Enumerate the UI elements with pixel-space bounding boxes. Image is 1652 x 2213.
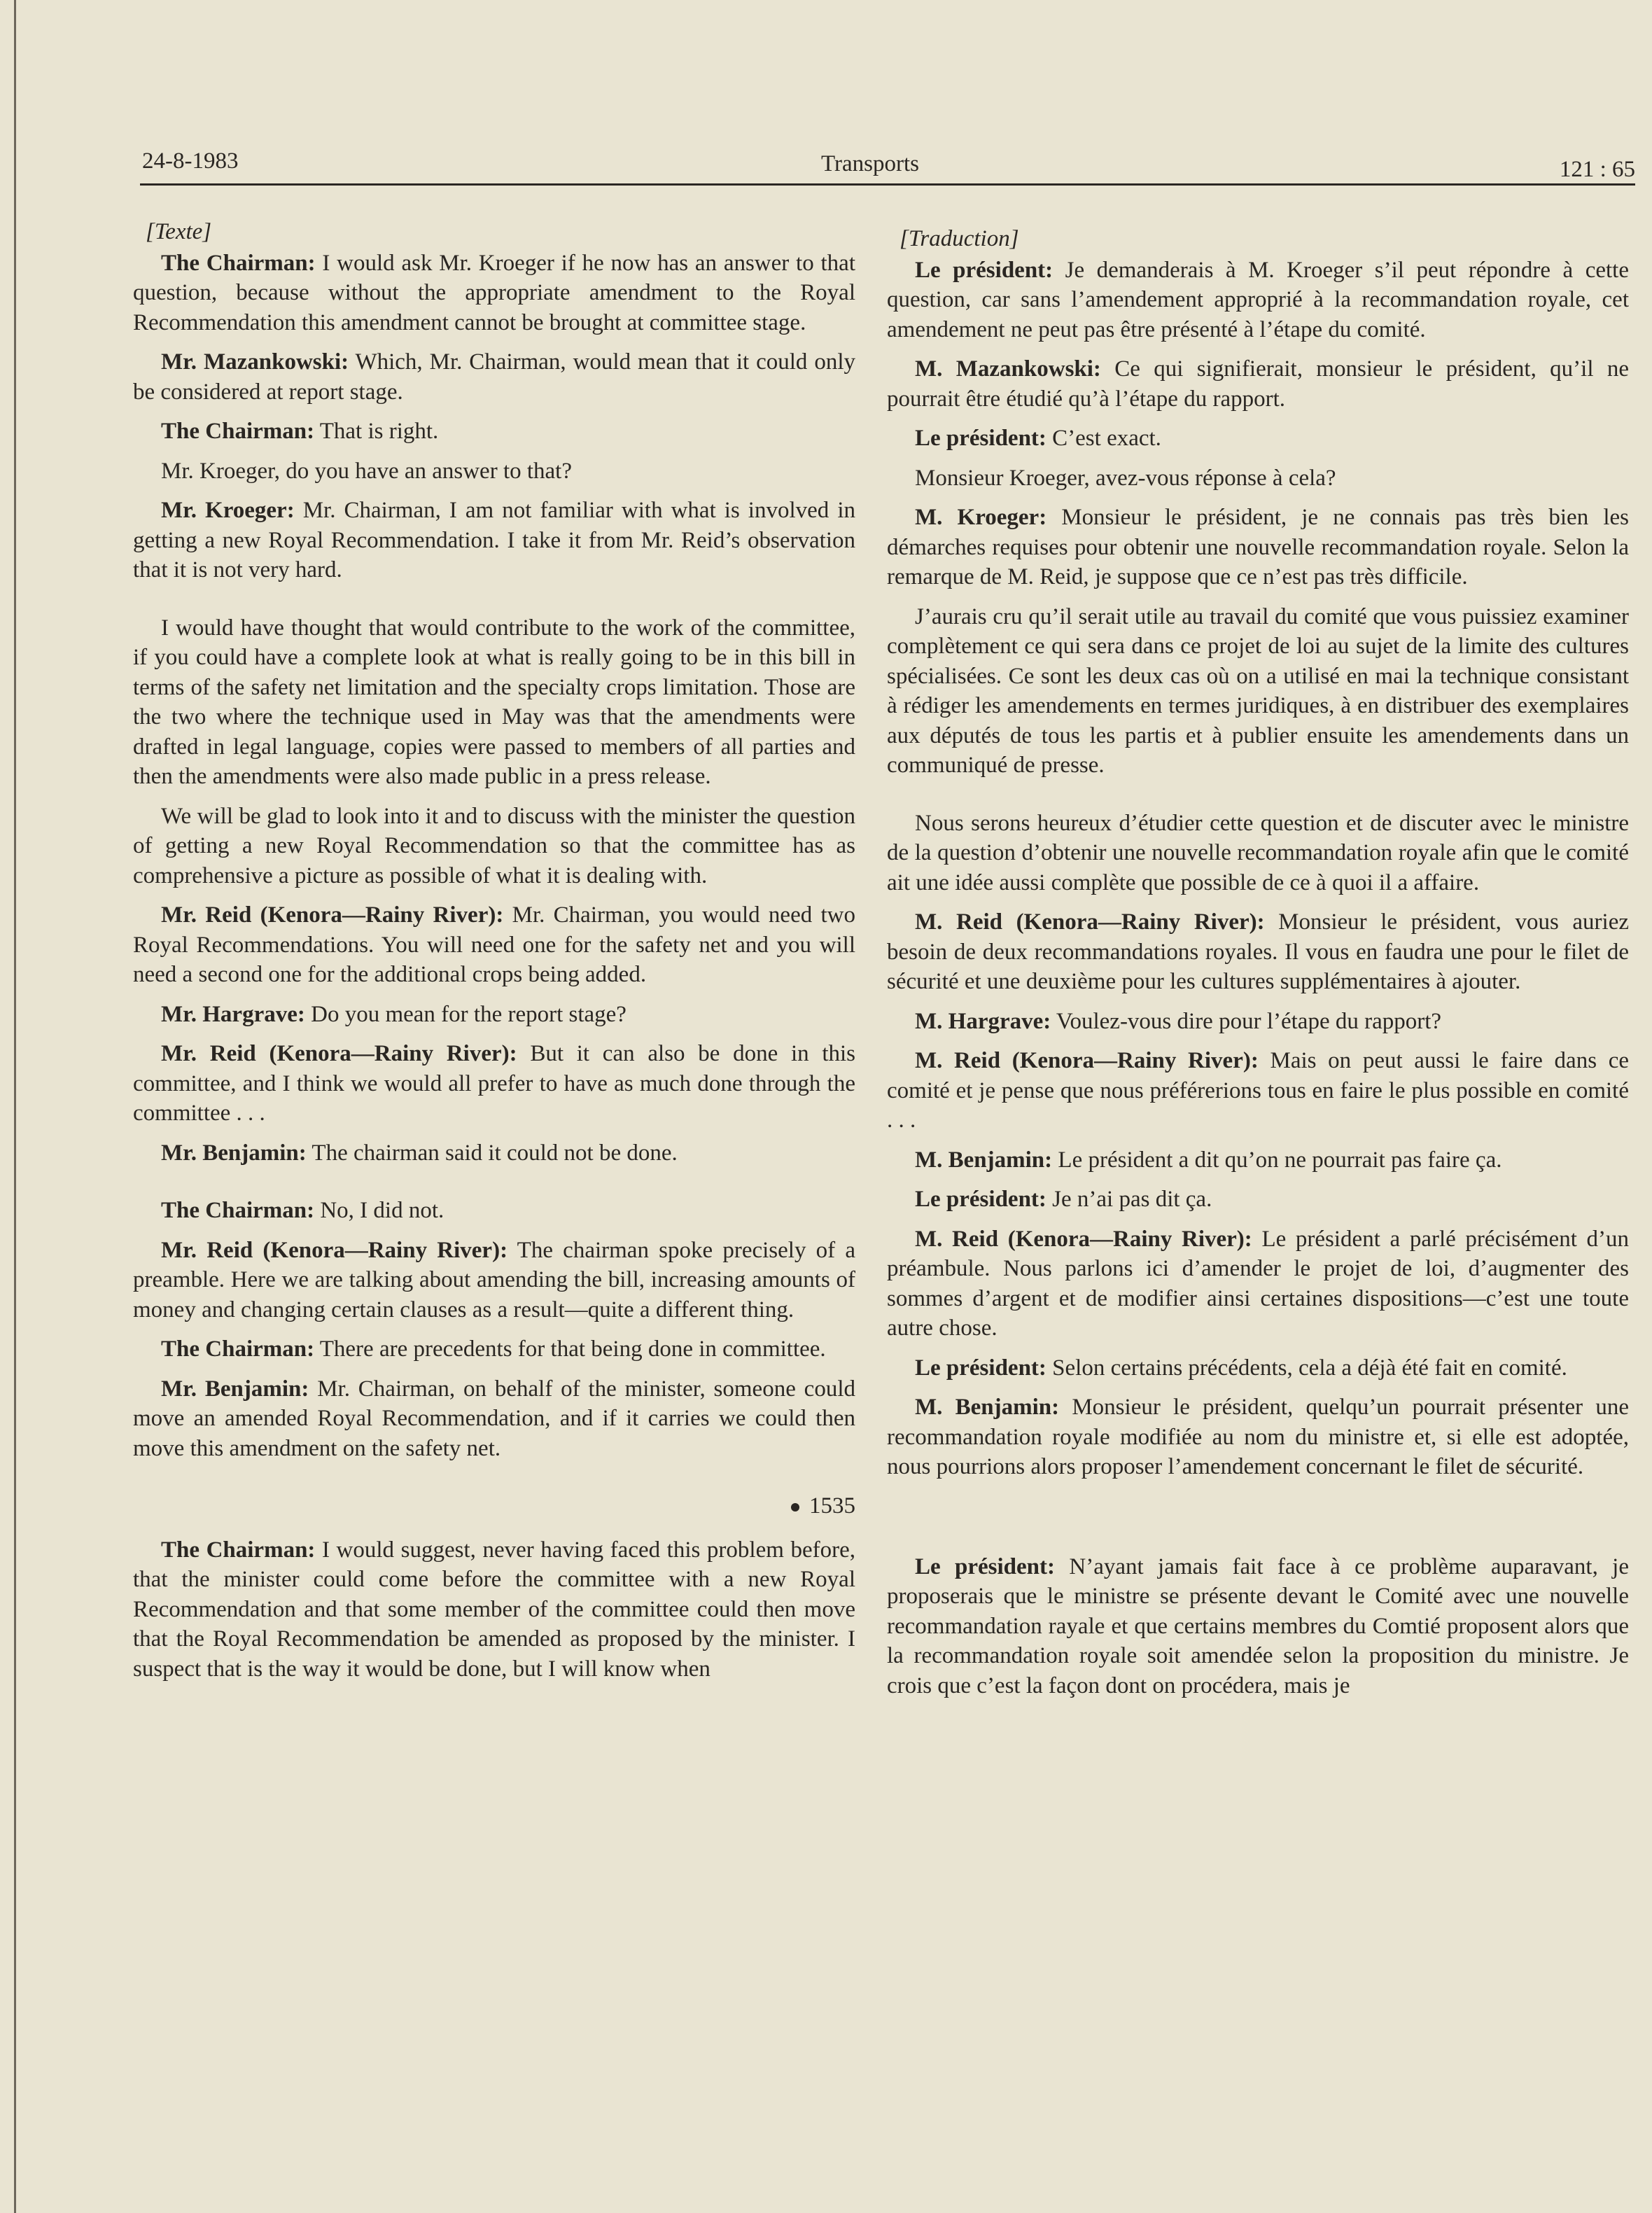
speech-text: Je demanderais à M. Kroeger s’il peut répondre à cette question, car sans l’amendement approprié à la recommandation royale, cet amendement ne peut pas être présenté à l’étape du comité. (887, 257, 1629, 342)
speaker-name: Mr. Benjamin: (161, 1140, 307, 1166)
speaker-name: Le président: (915, 1355, 1046, 1381)
speech-text: Do you mean for the report stage? (304, 1001, 626, 1027)
page-header (142, 148, 1635, 183)
speaker-name: Mr. Reid (Kenora—Rainy River): (161, 1041, 517, 1066)
speech-text: The chairman spoke precisely of a preamble. Here we are talking about amending the bill, increasing amounts of money and changing certain clauses as a result—quite a different thing. (133, 1237, 855, 1322)
paragraph (887, 1185, 1629, 1215)
speech-text: Je n’ai pas dit ça. (1046, 1187, 1212, 1212)
paragraph (133, 249, 855, 338)
speech-text: Mr. Chairman, you would need two Royal Recommendations. You will need one for the safety net and you will need a second one for the additional crops being added. (133, 902, 856, 987)
time-marker-text: 1535 (809, 1493, 855, 1519)
paragraph (133, 1334, 855, 1364)
tag-text: Traduction (908, 226, 1010, 251)
speech-text: I would ask Mr. Kroeger if he now has an answer to that question, because without the appropriate amendment to the Royal Recommendation this amendment cannot be brought at committee stage. (133, 250, 855, 335)
english-column (133, 217, 855, 1694)
speech-text: The chairman said it could not be done. (306, 1140, 678, 1166)
time-marker (133, 1491, 855, 1521)
speaker-name: M. Hargrave: (915, 1008, 1051, 1034)
speech-text: No, I did not. (314, 1198, 444, 1223)
speech-text: C’est exact. (1046, 426, 1161, 451)
speaker-name: Mr. Reid (Kenora—Rainy River): (161, 902, 504, 928)
speaker-name: Mr. Hargrave: (161, 1001, 305, 1027)
speech-text: Monsieur le président, je ne connais pas très bien les démarches requises pour obtenir une nouvelle recommandation royale. Selon la remarque de M. Reid, je suppose que ce n’est pas très difficile. (887, 505, 1629, 589)
speaker-name: Le président: (915, 426, 1046, 451)
paragraph (887, 809, 1629, 898)
paragraph (887, 1007, 1629, 1037)
speech-text: Le président a dit qu’on ne pourrait pas faire ça. (1052, 1147, 1502, 1173)
bullet-icon (791, 1503, 799, 1512)
speech-text: But it can also be done in this committee, and I think we would all prefer to have as much done through the committee . . . (133, 1041, 856, 1126)
speaker-name: Mr. Reid (Kenora—Rainy River): (161, 1237, 508, 1263)
header-title: Transports (821, 151, 919, 176)
speech-text: Mr. Chairman, I am not familiar with what is involved in getting a new Royal Recommendation. I take it from Mr. Reid’s observation that it is not very hard. (133, 498, 855, 582)
speaker-name: The Chairman: (161, 250, 316, 276)
speaker-name: Le président: (915, 1187, 1046, 1212)
speaker-name: M. Kroeger: (915, 505, 1047, 530)
paragraph (133, 417, 855, 447)
speech-text: Monsieur Kroeger, avez-vous réponse à cela? (915, 465, 1336, 491)
speech-text: That is right. (314, 419, 439, 444)
paragraph (887, 503, 1629, 592)
speaker-name: M. Reid (Kenora—Rainy River): (915, 909, 1265, 935)
paragraph (887, 907, 1629, 997)
speech-text: Which, Mr. Chairman, would mean that it could only be considered at report stage. (133, 349, 856, 405)
speaker-name: Le président: (915, 257, 1054, 283)
speech-text: Mr. Kroeger, do you have an answer to that? (161, 458, 572, 484)
paragraph (887, 602, 1629, 781)
paragraph (887, 1224, 1629, 1343)
speaker-name: M. Benjamin: (915, 1147, 1053, 1173)
speech-text: Voulez-vous dire pour l’étape du rapport? (1051, 1008, 1442, 1034)
paragraph (887, 1145, 1629, 1175)
paragraph (133, 1236, 855, 1325)
speech-text: Selon certains précédents, cela a déjà été fait en comité. (1046, 1355, 1567, 1381)
paragraph (133, 1138, 855, 1168)
speaker-name: M. Mazankowski: (915, 356, 1101, 382)
paragraph (133, 1000, 855, 1030)
paragraph (133, 802, 855, 891)
paragraph (133, 1535, 855, 1684)
speaker-name: Mr. Kroeger: (161, 498, 295, 523)
french-column (887, 224, 1629, 1710)
speech-text: Monsieur le président, vous auriez besoin de deux recommandations royales. Il vous en faudra une pour le filet de sécurité et une deuxième pour les cultures supplémentaires à ajouter. (887, 909, 1629, 994)
speech-text: I would suggest, never having faced this problem before, that the minister could come before the committee with a new Royal Recommendation and that some member of the committee could then move that the Royal Recommendation be amended as proposed by the minister. I suspect that is the way it would be done, but I will know when (133, 1537, 855, 1682)
speaker-name: M. Reid (Kenora—Rainy River): (915, 1226, 1252, 1252)
header-date: 24-8-1983 (142, 148, 239, 174)
paragraph (887, 256, 1629, 345)
paragraph (887, 1046, 1629, 1136)
paragraph (887, 424, 1629, 454)
paragraph (133, 456, 855, 487)
speaker-name: M. Reid (Kenora—Rainy River): (915, 1048, 1259, 1073)
paragraph (133, 347, 855, 407)
speaker-name: Mr. Benjamin: (161, 1376, 309, 1402)
column-tag: [Texte] (146, 219, 212, 244)
speaker-name: Mr. Mazankowski: (161, 349, 349, 375)
speech-text: Nous serons heureux d’étudier cette question et de discuter avec le ministre de la question d’obtenir une nouvelle recommandation royale afin que le comité ait une idée aussi complète que possible de ce à quoi il a affaire. (887, 810, 1629, 895)
paragraph (887, 463, 1629, 494)
paragraph (133, 1196, 855, 1226)
paragraph (133, 496, 855, 585)
speaker-name: Le président: (915, 1554, 1056, 1579)
header-page-number: 121 : 65 (1559, 157, 1635, 182)
tag-text: Texte (154, 219, 203, 244)
speech-text: N’ayant jamais fait face à ce problème auparavant, je proposerais que le ministre se présente devant le Comité avec une nouvelle recommandation rayale et que certains membres du Comtié proposent alors que la recommandation royale soit amendée selon la proposition du ministre. Je crois que c’est la façon dont on procédera, mais je (887, 1554, 1629, 1698)
speaker-name: The Chairman: (161, 1198, 315, 1223)
paragraph (887, 354, 1629, 414)
speech-text: There are precedents for that being done in committee. (314, 1336, 826, 1362)
paragraph (887, 1552, 1629, 1701)
paragraph (133, 900, 855, 990)
speech-text: J’aurais cru qu’il serait utile au travail du comité que vous puissiez examiner complètement ce qui sera dans ce projet de loi au sujet de la limite des cultures spécialisées. Ce sont les deux cas où on a utilisé en mai la technique consistant à rédiger les amendements en termes juridiques, à en distribuer des exemplaires aux députés de tous les partis et à publier ensuite les amendements dans un communiqué de presse. (887, 603, 1629, 778)
speech-text: We will be glad to look into it and to discuss with the minister the question of getting a new Royal Recommendation so that the committee has as comprehensive a picture as possible of what it is dealing with. (133, 803, 855, 888)
paragraph (133, 1039, 855, 1129)
speech-text: I would have thought that would contribute to the work of the committee, if you could have a complete look at what is really going to be in this bill in terms of the safety net limitation and the specialty crops limitation. Those are the two where the technique used in May was that the amendments were drafted in legal language, copies were passed to members of all parties and then the amendments were also made public in a press release. (133, 615, 855, 789)
column-tag: [Traduction] (899, 226, 1019, 251)
speaker-name: M. Benjamin: (915, 1395, 1060, 1420)
paragraph (887, 1392, 1629, 1482)
speech-text: Monsieur le président, quelqu’un pourrait présenter une recommandation royale modifiée au nom du ministre et, si elle est adoptée, nous pourrions alors proposer l’amendement concernant le filet de sécurité. (887, 1395, 1629, 1479)
speaker-name: The Chairman: (161, 419, 315, 444)
speech-text: Ce qui signifierait, monsieur le président, qu’il ne pourrait être étudié qu’à l’étape du rapport. (887, 356, 1629, 412)
speech-text: Mr. Chairman, on behalf of the minister, someone could move an amended Royal Recommendation, and if it carries we could then move this amendment on the safety net. (133, 1376, 855, 1461)
paragraph (133, 613, 855, 792)
speech-text: Le président a parlé précisément d’un préambule. Nous parlons ici d’amender le projet de loi, d’augmenter des sommes d’argent et de modifier ainsi certaines dispositions—c’est une toute autre chose. (887, 1226, 1630, 1341)
speaker-name: The Chairman: (161, 1336, 315, 1362)
speaker-name: The Chairman: (161, 1537, 316, 1563)
page-edge-line (14, 0, 16, 2213)
paragraph (887, 1353, 1629, 1383)
speech-text: Mais on peut aussi le faire dans ce comité et je pense que nous préférerions tous en faire le plus possible en comité . . . (887, 1048, 1630, 1133)
header-rule (140, 183, 1635, 186)
paragraph (133, 1374, 855, 1464)
